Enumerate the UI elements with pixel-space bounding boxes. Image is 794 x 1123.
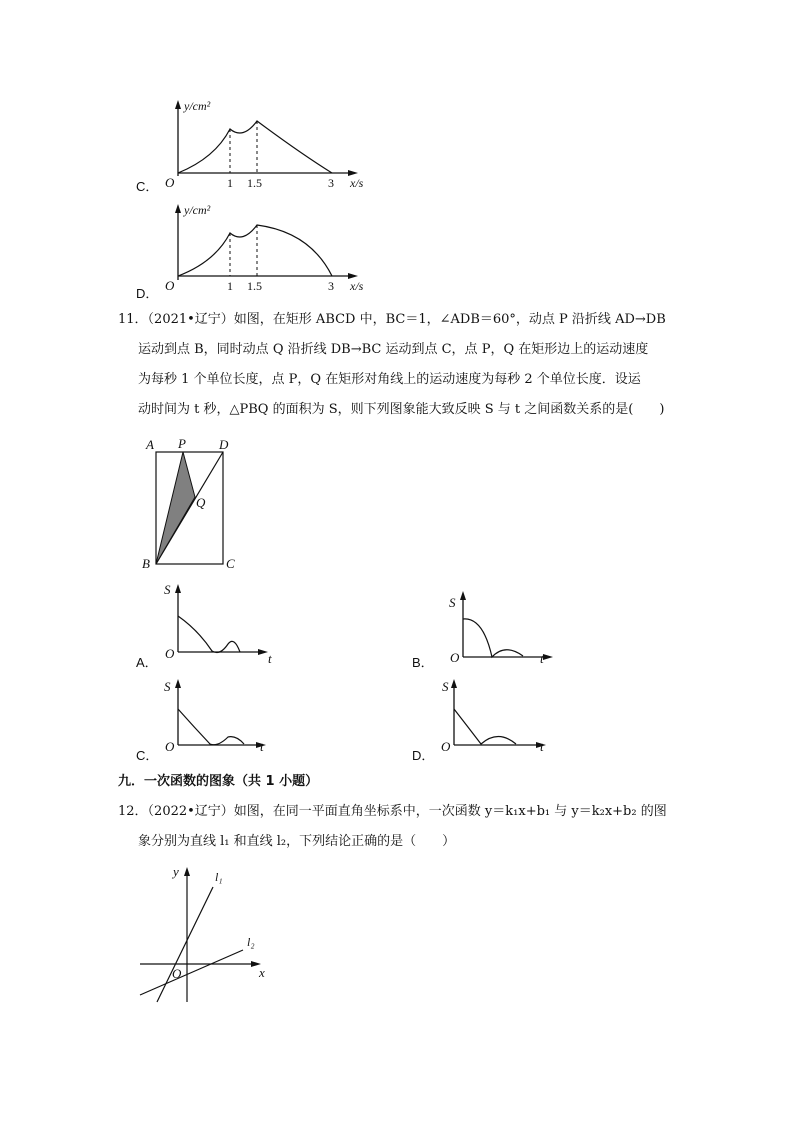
q12-coordinate-figure [135, 862, 285, 1012]
q11-option-d-graph [436, 675, 556, 765]
q11-line-4: 动时间为 t 秒，△PBQ 的面积为 S，则下列图象能大致反映 S 与 t 之间函数关系的是( ) [138, 402, 665, 417]
q11-option-b-label: B． [412, 655, 434, 670]
origin-label: O [172, 966, 182, 981]
label-a: A [146, 437, 154, 452]
origin-label: O [165, 646, 175, 661]
line-l2 [140, 950, 243, 995]
y-axis-arrow [175, 584, 181, 593]
y-axis-arrow [451, 679, 457, 688]
curve [178, 616, 240, 652]
x-axis-label: t [260, 739, 264, 754]
tick-3: 3 [328, 176, 334, 190]
q11-option-d-label: D． [412, 748, 435, 763]
tick-1: 1 [227, 279, 233, 293]
y-axis-label: S [164, 679, 171, 694]
y-axis-arrow [175, 204, 181, 213]
q11-line-3: 为每秒 1 个单位长度，点 P，Q 在矩形对角线上的运动速度为每秒 2 个单位长度．设运 [138, 372, 641, 387]
label-p: P [178, 436, 186, 451]
q10-option-c-graph [160, 98, 380, 198]
y-axis-label: S [449, 595, 456, 610]
triangle-pbq [156, 452, 195, 564]
curve [178, 121, 332, 173]
y-axis-label: y/cm² [184, 203, 211, 217]
label-d: D [219, 437, 229, 452]
q11-option-c-graph [160, 675, 280, 765]
section-9-heading: 九．一次函数的图象（共 1 小题） [118, 774, 319, 789]
tick-3: 3 [328, 279, 334, 293]
x-axis-label: x/s [350, 279, 364, 293]
x-axis-arrow [543, 654, 553, 660]
y-axis-label: y/cm² [184, 99, 211, 113]
q11-option-a-label: A． [136, 655, 158, 670]
x-axis-label: t [540, 739, 544, 754]
q12-line-2: 象分别为直线 l₁ 和直线 l₂，下列结论正确的是（ ） [138, 834, 456, 849]
tick-1p5: 1.5 [247, 176, 262, 190]
y-axis-label: S [442, 679, 449, 694]
label-b: B [142, 556, 150, 571]
q12-text [118, 797, 688, 857]
origin-label: O [165, 739, 175, 754]
q11-text [118, 305, 688, 425]
origin-label: O [441, 739, 451, 754]
x-axis-label: x [259, 965, 265, 980]
l1-label: l₁ [215, 870, 223, 884]
q11-rectangle-figure [138, 434, 248, 574]
label-q: Q [196, 495, 206, 510]
y-axis-label: y [173, 864, 179, 879]
y-axis-arrow [460, 591, 466, 600]
x-axis-arrow [258, 649, 268, 655]
y-axis-arrow [175, 100, 181, 109]
tick-1: 1 [227, 176, 233, 190]
q10-option-d-label: D． [136, 286, 159, 301]
y-axis-arrow [184, 867, 190, 876]
q11-option-a-graph [160, 580, 280, 670]
origin-label: O [165, 278, 175, 293]
curve [463, 619, 523, 657]
l2-label: l₂ [247, 935, 255, 949]
curve [454, 709, 516, 744]
origin-label: O [450, 650, 460, 665]
x-axis-label: t [268, 651, 272, 666]
q10-option-d-graph [160, 202, 380, 302]
line-l1 [157, 887, 213, 1002]
q11-option-b-graph [445, 585, 565, 675]
q12-line-1: 12．（2022•辽宁）如图，在同一平面直角坐标系中，一次函数 y＝k₁x+b₁ 与 y＝k₂x+b₂ 的图 [118, 804, 667, 819]
curve [178, 709, 244, 745]
y-axis-label: S [164, 582, 171, 597]
q11-option-c-label: C． [136, 748, 159, 763]
q11-line-2: 运动到点 B，同时动点 Q 沿折线 DB→BC 运动到点 C，点 P，Q 在矩形边上的运动速度 [138, 342, 649, 357]
x-axis-label: t [540, 651, 544, 666]
label-c: C [226, 556, 235, 571]
curve [178, 225, 332, 276]
tick-1p5: 1.5 [247, 279, 262, 293]
y-axis-arrow [175, 679, 181, 688]
q10-option-c-label: C． [136, 179, 159, 194]
x-axis-label: x/s [350, 176, 364, 190]
origin-label: O [165, 175, 175, 190]
q11-line-1: 11．（2021•辽宁）如图，在矩形 ABCD 中，BC＝1，∠ADB＝60°，动点 P 沿折线 AD→DB [118, 312, 666, 327]
